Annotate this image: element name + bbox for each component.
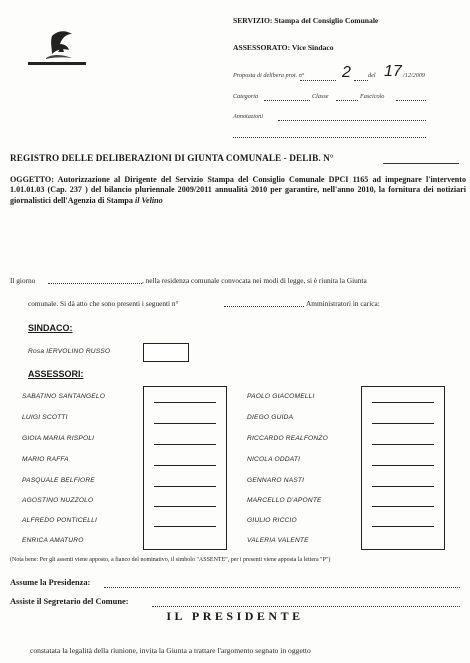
assessore-left-4: MARIO RAFFA (22, 456, 69, 463)
assessore-right-6: MARCELLO D'APONTE (247, 497, 322, 504)
classe-label: Classe (312, 93, 329, 100)
assessore-right-5: GENNARO NASTI (247, 477, 305, 484)
presence-slot[interactable] (372, 526, 434, 527)
assessore-left-7: ALFREDO PONTICELLI (22, 517, 98, 524)
municipality-logo (22, 22, 92, 70)
sindaco-presence-box[interactable] (143, 343, 189, 362)
nota-bene: (Nota bene: Per gli assenti viene apposto, a fianco del nominativo, il simbolo "ASSENTE", per i presenti viene apposta la lettera "P") (10, 557, 331, 563)
assessori-heading: ASSESSORI: (28, 369, 84, 379)
presence-slot[interactable] (372, 444, 434, 445)
fascicolo-label: Fascicolo (360, 93, 385, 100)
presenti-line (224, 306, 304, 307)
proposta-number: 2 (342, 64, 351, 81)
il-presidente-heading: IL PRESIDENTE (166, 609, 304, 623)
register-title-text: REGISTRO DELLE DELIBERAZIONI DI GIUNTA COMUNALE - DELIB. N° (10, 153, 334, 163)
assessore-left-8: ENRICA AMATURO (22, 537, 84, 544)
assessore-right-1: PAOLO GIACOMELLI (247, 393, 315, 400)
giorno-end: , nella residenza comunale convocata nei modi di legge, si è riunita la Giunta (142, 276, 367, 285)
annotazioni-line-2 (233, 137, 426, 138)
classe-line (336, 100, 358, 101)
assessori-right-presence-column[interactable] (361, 386, 445, 550)
presence-slot[interactable] (154, 506, 216, 507)
assessore-right-3: RICCARDO REALFONZO (247, 435, 328, 442)
categoria-label: Categoria (233, 93, 259, 100)
giorno-start: Il giorno (10, 276, 36, 285)
presenti-start: comunale. Si dà atto che sono presenti i seguenti n° (28, 299, 179, 308)
presenti-end: Amministratori in carica: (306, 299, 380, 308)
presence-slot[interactable] (372, 423, 434, 424)
oggetto-paragraph (10, 175, 466, 206)
presence-slot[interactable] (154, 465, 216, 466)
servizio-label: SERVIZIO: Stampa del Consiglio Comunale (233, 16, 379, 25)
proposta-dash (354, 80, 368, 81)
oggetto-text: Autorizzazione al Dirigente del Servizio Stampa del Consiglio Comunale DPCI 1165 ad impegnare l'intervento 1.01.01.03 (Cap. 237 ) del bilancio pluriennale 2009/2011 annualità 2010 per garantire, nell'anno 2010, la fornitura dei notiziari giornalistici dell'Agenzia di Stampa (10, 175, 467, 205)
presence-slot[interactable] (372, 486, 434, 487)
proposta-year: /12/2009 (403, 72, 426, 79)
categoria-line (264, 100, 310, 101)
assessore-left-5: PASQUALE BELFIORE (22, 477, 95, 484)
assessore-left-2: LUIGI SCOTTI (22, 414, 68, 421)
fascicolo-line (396, 100, 426, 101)
presence-slot[interactable] (372, 465, 434, 466)
assessore-left-1: SABATINO SANTANGELO (22, 393, 106, 400)
presence-slot[interactable] (154, 444, 216, 445)
sindaco-heading: SINDACO: (28, 323, 73, 333)
sindaco-name: Rosa IERVOLINO RUSSO (28, 348, 111, 355)
segretario-label: Assiste il Segretario del Comune: (10, 597, 129, 606)
oggetto-agency: il Velino (135, 195, 163, 205)
presence-slot[interactable] (154, 526, 216, 527)
assessore-right-4: NICOLA ODDATI (247, 456, 301, 463)
presence-slot[interactable] (372, 506, 434, 507)
oggetto-label: OGGETTO: (10, 175, 54, 184)
proposta-del: del (368, 72, 376, 79)
assessore-right-7: GIULIO RICCIO (247, 517, 297, 524)
giorno-line (48, 283, 142, 284)
presidenza-line[interactable] (104, 587, 460, 588)
register-title (10, 153, 334, 163)
assessore-right-8: VALERIA VALENTE (247, 537, 309, 544)
assessorato-label: ASSESSORATO: Vice Sindaco (233, 43, 334, 52)
delib-number-line (383, 163, 459, 164)
assessore-right-2: DIEGO GUIDA (247, 414, 294, 421)
presence-slot[interactable] (154, 423, 216, 424)
annotazioni-line (278, 120, 426, 121)
proposta-number-line (300, 80, 336, 81)
closing-statement: constatata la legalità della riunione, invita la Giunta a trattare l'argomento segnato in oggetto (30, 646, 311, 655)
presence-slot[interactable] (154, 486, 216, 487)
presidenza-label: Assume la Presidenza: (10, 578, 91, 587)
assessore-left-6: AGOSTINO NUZZOLO (22, 497, 94, 504)
presence-slot[interactable] (154, 402, 216, 403)
annotazioni-label: Annotazioni (233, 113, 263, 120)
proposta-label: Proposta di delibera prot. n° (233, 72, 305, 79)
presence-slot[interactable] (372, 402, 434, 403)
assessori-left-presence-column[interactable] (143, 386, 227, 550)
proposta-date: 17 (384, 63, 402, 80)
assessore-left-3: GIOIA MARIA RISPOLI (22, 435, 95, 442)
segretario-line[interactable] (152, 606, 460, 607)
